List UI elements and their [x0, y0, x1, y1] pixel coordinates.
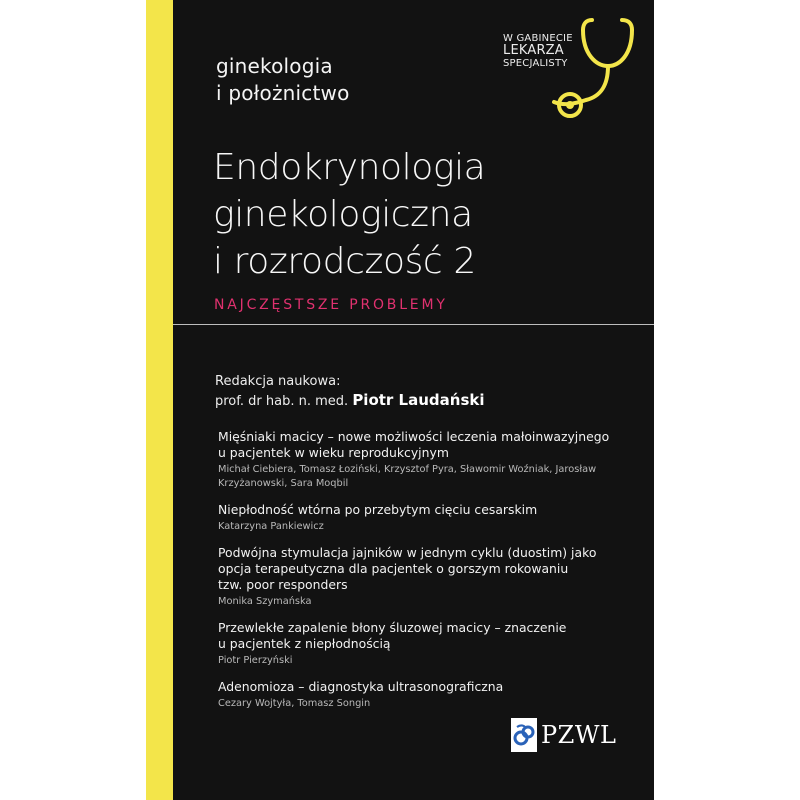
- editor-block: [215, 372, 485, 411]
- contents-item-authors: Cezary Wojtyła, Tomasz Songin: [218, 698, 371, 709]
- publisher-logo: [511, 718, 621, 752]
- contents-item: [218, 545, 618, 609]
- contents-item-authors: Katarzyna Pankiewicz: [218, 521, 324, 532]
- contents-item-title: tzw. poor responders: [218, 577, 348, 592]
- book-cover: [146, 0, 654, 800]
- collection-line-3: SPECJALISTY: [503, 58, 568, 69]
- contents-list: [218, 429, 618, 722]
- contents-item-authors: Piotr Pierzyński: [218, 655, 293, 666]
- contents-item-title: u pacjentek z niepłodnością: [218, 636, 391, 651]
- contents-item-title: Mięśniaki macicy – nowe możliwości leczenia małoinwazyjnego: [218, 429, 610, 444]
- editor-name: Piotr Laudański: [352, 391, 485, 409]
- book-title: [213, 144, 485, 285]
- series-subject: [216, 53, 350, 107]
- collection-line-1: W GABINECIE: [503, 33, 573, 44]
- title-line-2: ginekologiczna: [213, 194, 473, 235]
- publisher-name: PZWL: [541, 721, 617, 749]
- contents-item-title: opcja terapeutyczna dla pacjentek o gorszym rokowaniu: [218, 561, 569, 576]
- book-subtitle: NAJCZĘSTSZE PROBLEMY: [214, 297, 448, 313]
- editor-label: Redakcja naukowa:: [215, 374, 341, 389]
- contents-item-title: Adenomioza – diagnostyka ultrasonograficzna: [218, 679, 504, 694]
- editor-line: [215, 391, 485, 411]
- contents-item-title: Niepłodność wtórna po przebytym cięciu cesarskim: [218, 502, 538, 517]
- contents-item: [218, 502, 618, 534]
- contents-item-authors: Michał Ciebiera, Tomasz Łoziński, Krzysztof Pyra, Sławomir Woźniak, Jarosław: [218, 464, 597, 475]
- contents-item-title: u pacjentek w wieku reprodukcyjnym: [218, 445, 449, 460]
- contents-item-title: Przewlekłe zapalenie błony śluzowej macicy – znaczenie: [218, 620, 567, 635]
- series-subject-line-1: ginekologia: [216, 54, 333, 78]
- pzwl-logo-icon: [511, 718, 537, 752]
- title-line-1: Endokrynologia: [213, 147, 486, 188]
- contents-item: [218, 620, 618, 668]
- divider-line: [173, 324, 654, 325]
- collection-label: [503, 33, 593, 69]
- series-subject-line-2: i położnictwo: [216, 81, 350, 105]
- contents-item-authors: Monika Szymańska: [218, 596, 312, 607]
- contents-item: [218, 679, 618, 711]
- collection-line-2: LEKARZA: [503, 43, 564, 58]
- contents-item-title: Podwójna stymulacja jajników w jednym cyklu (duostim) jako: [218, 545, 597, 560]
- yellow-spine-band: [146, 0, 173, 800]
- contents-item: [218, 429, 618, 491]
- contents-item-authors: Krzyżanowski, Sara Moqbil: [218, 478, 349, 489]
- stethoscope-icon: [526, 14, 636, 124]
- editor-prefix: prof. dr hab. n. med.: [215, 394, 349, 409]
- title-line-3: i rozrodczość 2: [213, 241, 476, 282]
